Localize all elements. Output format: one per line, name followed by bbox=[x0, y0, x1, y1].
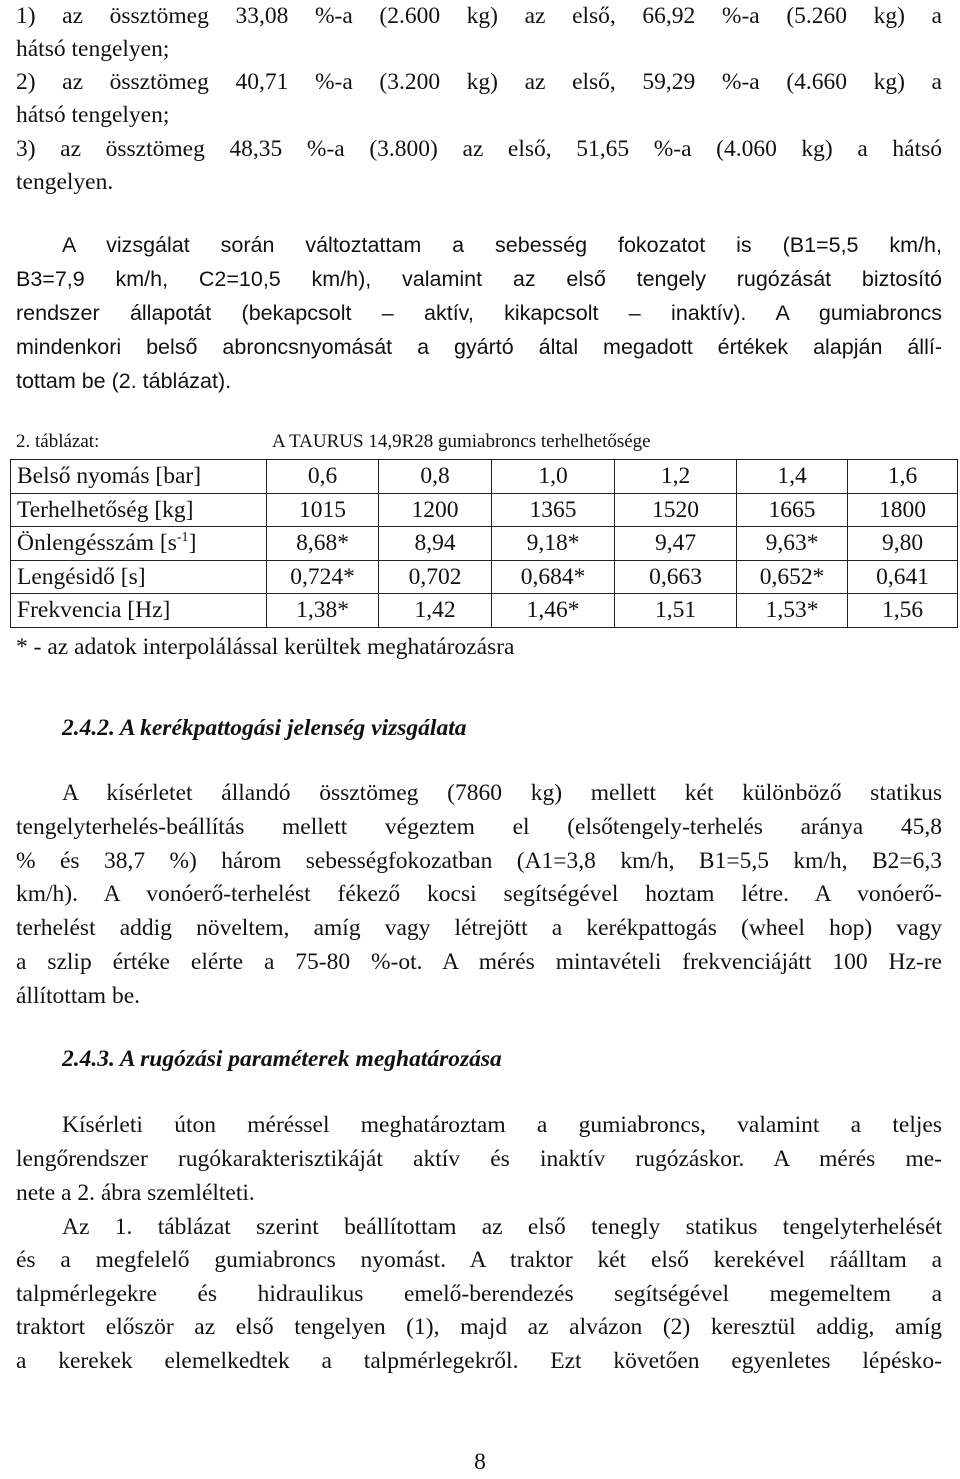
paragraph-line: A vizsgálat során változtattam a sebesség fokozatot is (B1=5,5 km/h, bbox=[62, 233, 942, 257]
table-cell: 1665 bbox=[737, 493, 848, 527]
paragraph-line: tottam be (2. táblázat). bbox=[16, 369, 232, 393]
table-cell: 1,51 bbox=[615, 594, 737, 628]
table-row bbox=[11, 493, 958, 527]
table-cell: 0,702 bbox=[379, 560, 492, 594]
paragraph-line: rendszer állapotát (bekapcsolt – aktív, kikapcsolt – inaktív). A gumiabroncs bbox=[16, 301, 942, 325]
table-cell: 1200 bbox=[379, 493, 492, 527]
table-cell: 1,38* bbox=[267, 594, 379, 628]
paragraph-line: mindenkori belső abroncsnyomását a gyártó által megadott értékek alapján állí- bbox=[16, 335, 942, 359]
table-cell: 0,8 bbox=[379, 460, 492, 494]
table-cell: 1,53* bbox=[737, 594, 848, 628]
table-caption-title: A TAURUS 14,9R28 gumiabroncs terhelhetősége bbox=[272, 431, 651, 452]
row-label: Terhelhetőség [kg] bbox=[11, 493, 267, 527]
paragraph-line: % és 38,7 %) három sebességfokozatban (A1=3,8 km/h, B1=5,5 km/h, B2=6,3 bbox=[16, 848, 942, 874]
table-cell: 0,684* bbox=[492, 560, 615, 594]
table-cell: 1,2 bbox=[615, 460, 737, 494]
table-cell: 9,80 bbox=[848, 527, 958, 561]
paragraph-line: A kísérletet állandó össztömeg (7860 kg) mellett két különböző statikus bbox=[62, 780, 942, 806]
paragraph-line: lengőrendszer rugókarakterisztikáját aktív és inaktív rugózáskor. A mérés me- bbox=[16, 1146, 942, 1172]
paragraph-line: traktort először az első tengelyen (1), majd az alvázon (2) keresztül addig, amíg bbox=[16, 1314, 942, 1340]
paragraph-line: Az 1. táblázat szerint beállítottam az első tenegly statikus tengelyterhelését bbox=[62, 1214, 942, 1240]
table-row bbox=[11, 460, 958, 494]
paragraph-line: B3=7,9 km/h, C2=10,5 km/h), valamint az első tengely rugózását biztosító bbox=[16, 267, 942, 291]
paragraph-line: állítottam be. bbox=[16, 983, 140, 1009]
row-label: Frekvencia [Hz] bbox=[11, 594, 267, 628]
tire-load-table bbox=[10, 459, 958, 628]
paragraph-line: Kísérleti úton méréssel meghatároztam a gumiabroncs, valamint a teljes bbox=[62, 1112, 942, 1138]
table-row bbox=[11, 527, 958, 561]
list-line: hátsó tengelyen; bbox=[16, 102, 170, 128]
row-label: Lengésidő [s] bbox=[11, 560, 267, 594]
table-cell: 9,63* bbox=[737, 527, 848, 561]
paragraph-line: és a megfelelő gumiabroncs nyomást. A traktor két első kerekével ráálltam a bbox=[16, 1247, 942, 1273]
table-cell: 9,18* bbox=[492, 527, 615, 561]
table-cell: 0,641 bbox=[848, 560, 958, 594]
table-cell: 1365 bbox=[492, 493, 615, 527]
row-label-superscript: -1 bbox=[176, 530, 189, 546]
list-line: hátsó tengelyen; bbox=[16, 36, 170, 62]
table-cell: 0,6 bbox=[267, 460, 379, 494]
row-label: Belső nyomás [bar] bbox=[11, 460, 267, 494]
table-cell: 1520 bbox=[615, 493, 737, 527]
list-line: 3) az össztömeg 48,35 %-a (3.800) az első, 51,65 %-a (4.060 kg) a hátsó bbox=[16, 136, 942, 162]
paragraph-line: tengelyterhelés-beállítás mellett végeztem el (elsőtengely-terhelés aránya 45,8 bbox=[16, 814, 942, 840]
table-cell: 0,663 bbox=[615, 560, 737, 594]
table-cell: 1,6 bbox=[848, 460, 958, 494]
paragraph-line: km/h). A vonóerő-terhelést fékező kocsi segítségével hoztam létre. A vonóerő- bbox=[16, 881, 942, 907]
section-heading: 2.4.2. A kerékpattogási jelenség vizsgálata bbox=[62, 715, 467, 741]
table-row bbox=[11, 560, 958, 594]
table-footnote: * - az adatok interpolálással kerültek meghatározásra bbox=[16, 634, 515, 660]
table-cell: 1015 bbox=[267, 493, 379, 527]
table-cell: 8,94 bbox=[379, 527, 492, 561]
list-line: 2) az össztömeg 40,71 %-a (3.200 kg) az első, 59,29 %-a (4.660 kg) a bbox=[16, 69, 942, 95]
row-label-end: ] bbox=[188, 530, 197, 557]
table-cell: 1,4 bbox=[737, 460, 848, 494]
row-label bbox=[11, 527, 267, 561]
paragraph-line: a kerekek elemelkedtek a talpmérlegekről. Ezt követően egyenletes lépésko- bbox=[16, 1348, 942, 1374]
table-cell: 0,652* bbox=[737, 560, 848, 594]
table-cell: 1,0 bbox=[492, 460, 615, 494]
table-cell: 8,68* bbox=[267, 527, 379, 561]
table-caption-label: 2. táblázat: bbox=[16, 431, 100, 452]
list-line: tengelyen. bbox=[16, 169, 114, 195]
paragraph-line: talpmérlegekre és hidraulikus emelő-berendezés segítségével megemeltem a bbox=[16, 1281, 942, 1307]
table-cell: 1,46* bbox=[492, 594, 615, 628]
list-line: 1) az össztömeg 33,08 %-a (2.600 kg) az első, 66,92 %-a (5.260 kg) a bbox=[16, 3, 942, 29]
page-number: 8 bbox=[474, 1449, 486, 1475]
table-cell: 1,42 bbox=[379, 594, 492, 628]
section-heading: 2.4.3. A rugózási paraméterek meghatározása bbox=[62, 1046, 502, 1072]
table-cell: 9,47 bbox=[615, 527, 737, 561]
table-row bbox=[11, 594, 958, 628]
table-cell: 1800 bbox=[848, 493, 958, 527]
table-cell: 0,724* bbox=[267, 560, 379, 594]
paragraph-line: nete a 2. ábra szemlélteti. bbox=[16, 1180, 255, 1206]
table-cell: 1,56 bbox=[848, 594, 958, 628]
paragraph-line: a szlip értéke elérte a 75-80 %-ot. A mérés mintavételi frekvenciájátt 100 Hz-re bbox=[16, 949, 942, 975]
row-label-main: Önlengésszám [s bbox=[17, 530, 177, 557]
paragraph-line: terhelést addig növeltem, amíg vagy létrejött a kerékpattogás (wheel hop) vagy bbox=[16, 915, 942, 941]
